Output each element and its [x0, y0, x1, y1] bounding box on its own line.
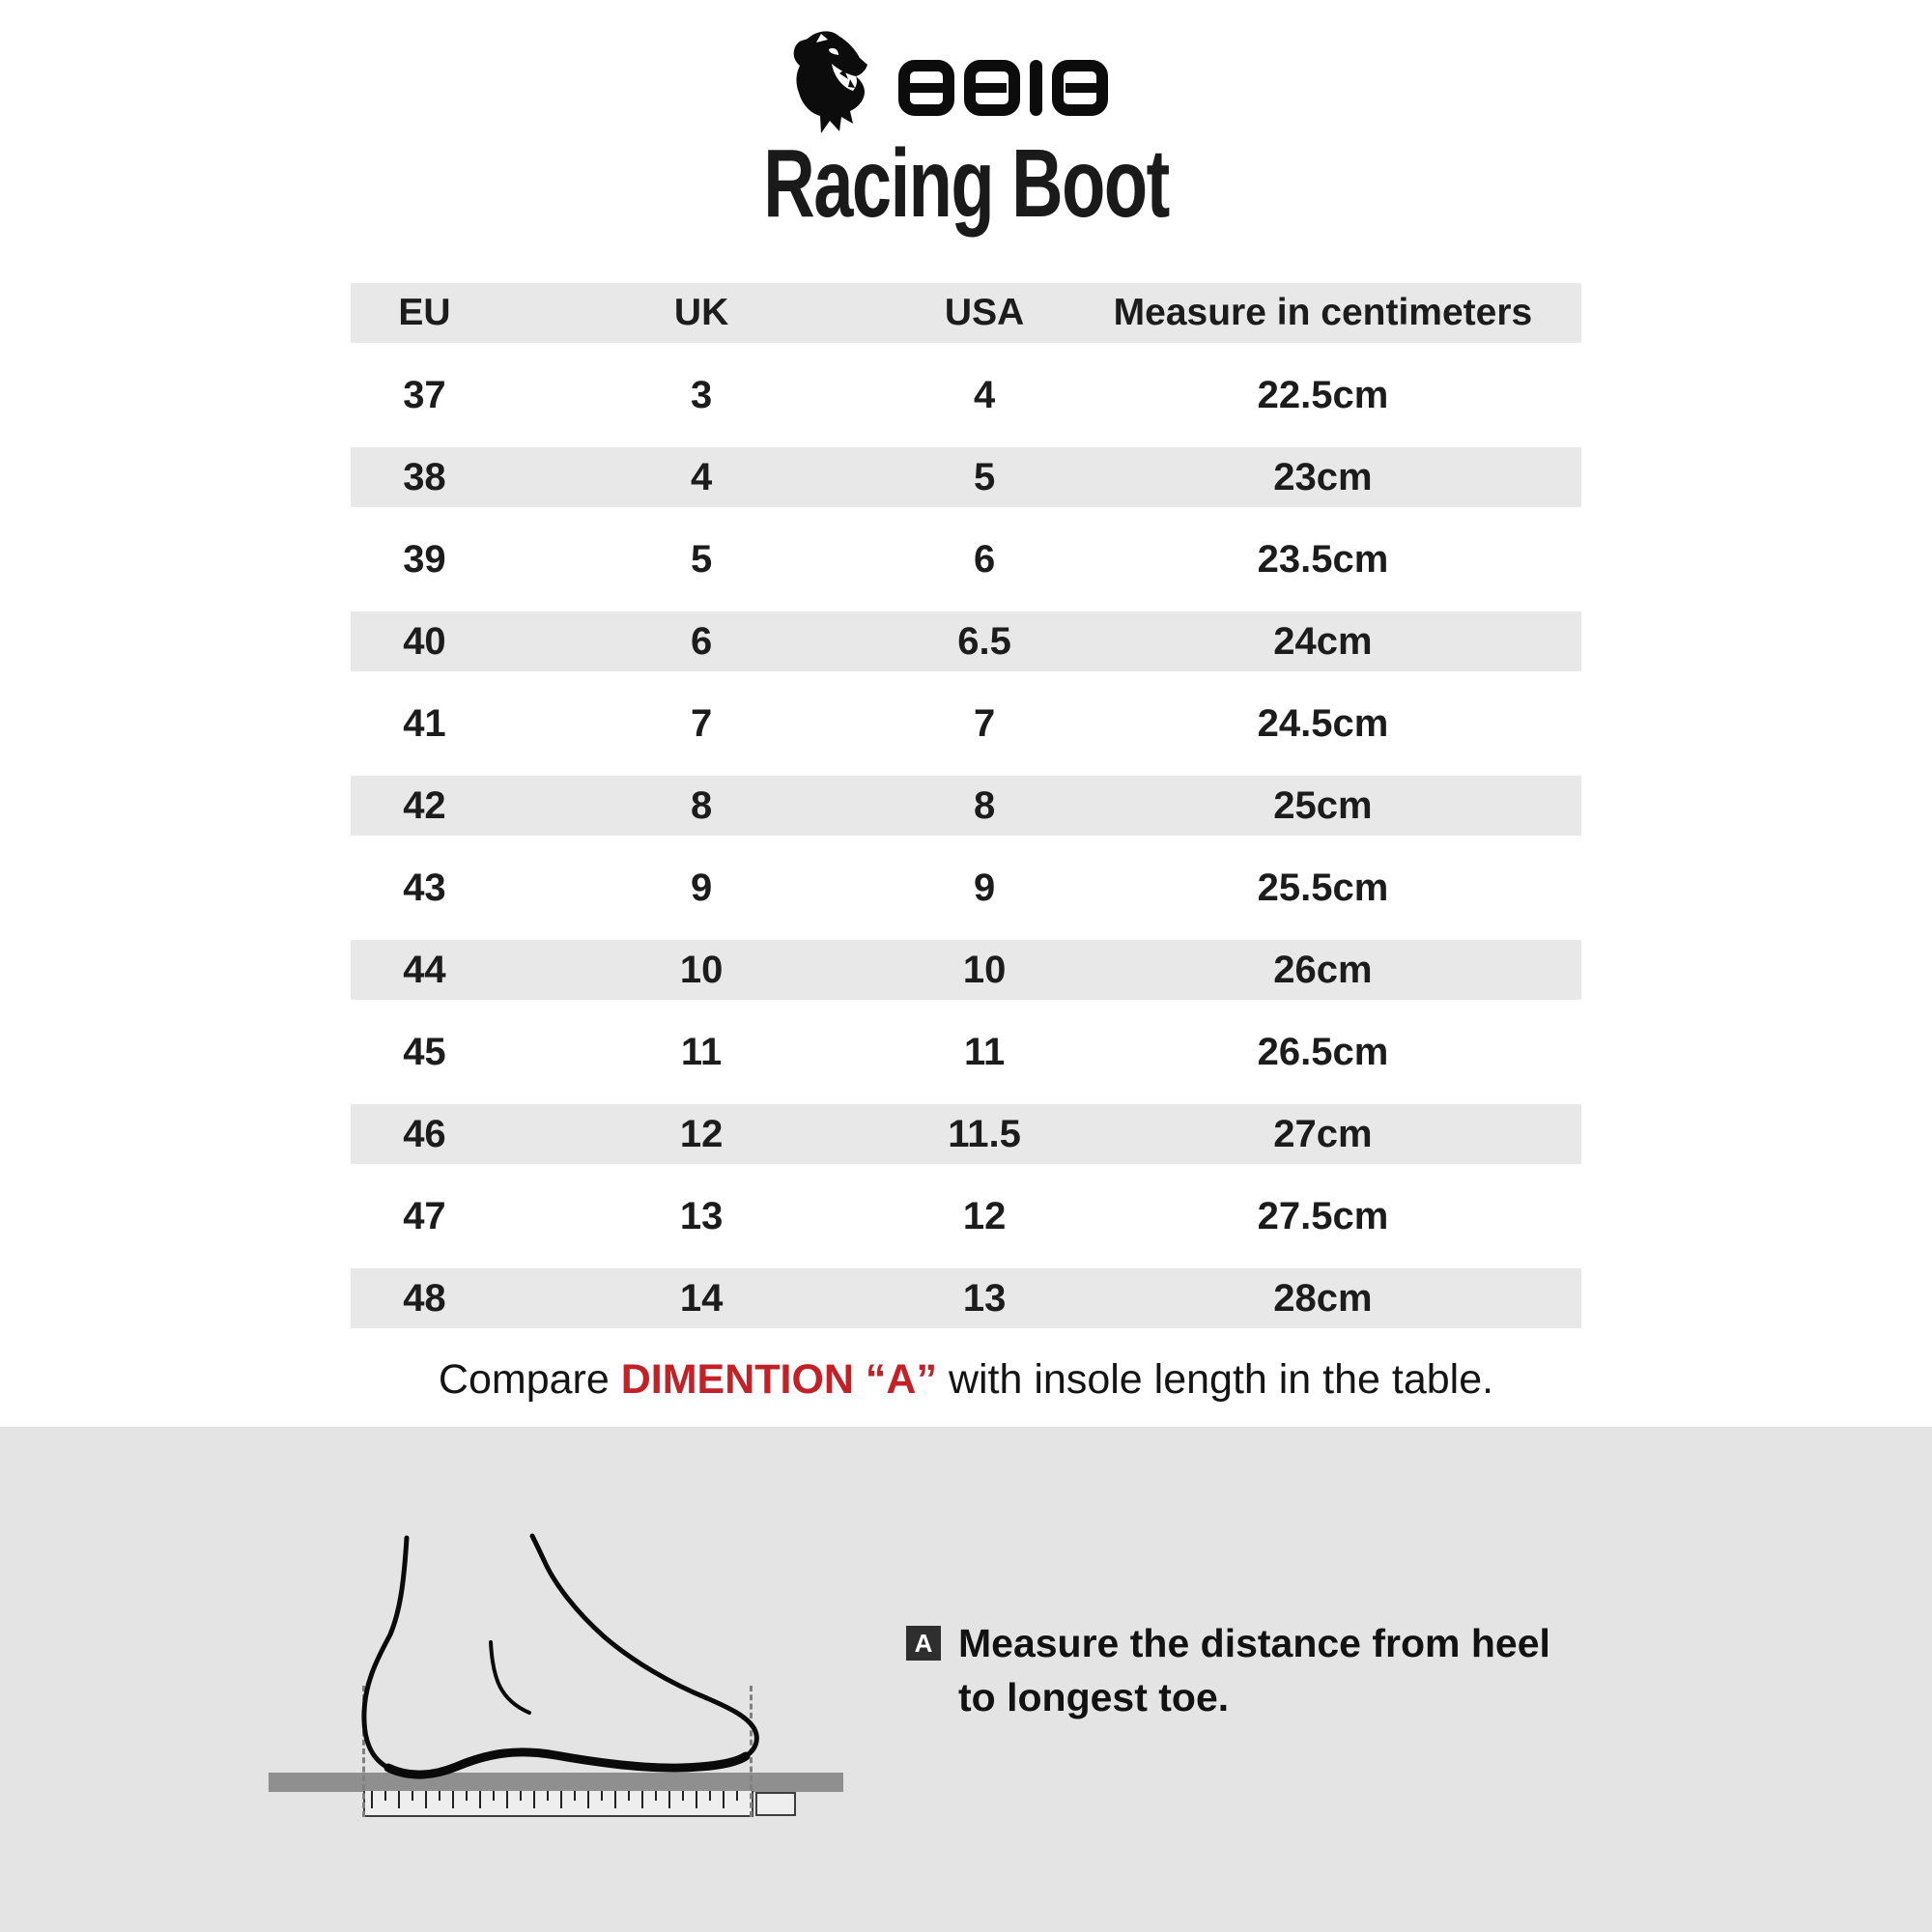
page-title: Racing Boot: [763, 129, 1169, 238]
wordmark-letter-B: [898, 60, 954, 116]
table-row: [351, 529, 1581, 589]
column-header-measure: Measure in centimeters: [1113, 292, 1533, 333]
table-cell: 6: [690, 619, 713, 663]
table-cell: 10: [962, 948, 1007, 991]
column-header-uk: UK: [673, 292, 729, 333]
table-cell: 5: [690, 537, 713, 581]
table-cell: 41: [403, 701, 446, 745]
table-cell: 23.5cm: [1257, 537, 1389, 581]
table-cell: 27.5cm: [1257, 1194, 1389, 1237]
table-cell: 26cm: [1273, 948, 1373, 991]
ruler-end-box: [755, 1792, 796, 1816]
table-cell: 42: [403, 783, 446, 827]
table-cell: 11: [680, 1030, 723, 1073]
table-cell: 45: [403, 1030, 446, 1073]
bear-roar-icon: [779, 29, 871, 145]
table-cell: 46: [403, 1112, 446, 1155]
table-cell: 25cm: [1273, 783, 1373, 827]
table-cell: 11.5: [948, 1112, 1021, 1155]
table-cell: 13: [679, 1194, 724, 1237]
table-cell: 25.5cm: [1257, 866, 1389, 909]
table-cell: 39: [403, 537, 446, 581]
table-row: [351, 858, 1581, 918]
table-cell: 4: [690, 455, 713, 498]
table-cell: 7: [973, 701, 996, 745]
table-row: [351, 1022, 1581, 1082]
table-row: [351, 694, 1581, 753]
table-cell: 37: [403, 373, 446, 416]
table-cell: 14: [679, 1276, 724, 1320]
table-cell: 9: [690, 866, 713, 909]
table-cell: 44: [403, 948, 446, 991]
table-cell: 12: [962, 1194, 1007, 1237]
table-cell: 23cm: [1273, 455, 1373, 498]
table-cell: 6: [973, 537, 996, 581]
table-cell: 12: [679, 1112, 724, 1155]
foot-outline-illustration: [338, 1504, 782, 1794]
table-row: [351, 447, 1581, 507]
column-header-usa: USA: [944, 292, 1025, 333]
measure-panel: [0, 1427, 1932, 1932]
table-cell: 7: [690, 701, 713, 745]
column-header-eu: EU: [398, 292, 451, 333]
note-suffix: with insole length in the table.: [948, 1356, 1494, 1403]
table-cell: 40: [403, 619, 446, 663]
compare-note: [0, 1356, 1932, 1404]
table-cell: 24.5cm: [1257, 701, 1389, 745]
table-cell: 28cm: [1273, 1276, 1373, 1320]
table-cell: 4: [973, 373, 996, 416]
table-cell: 5: [973, 455, 996, 498]
table-cell: 48: [403, 1276, 446, 1320]
note-highlight: DIMENTION “A”: [620, 1356, 937, 1403]
measure-instruction: [958, 1616, 1577, 1724]
wordmark-letter-l: [1030, 60, 1042, 116]
table-cell: 3: [690, 373, 713, 416]
wordmark-letter-a: [1052, 60, 1108, 116]
table-cell: 11: [963, 1030, 1006, 1073]
bela-wordmark: [898, 60, 1108, 116]
dimension-a-badge: A: [906, 1626, 941, 1661]
table-cell: 26.5cm: [1257, 1030, 1389, 1073]
size-table: [351, 283, 1581, 1350]
table-row: [351, 1186, 1581, 1246]
table-row: [351, 940, 1581, 1000]
measure-instruction-line2: to longest toe.: [958, 1675, 1230, 1719]
table-cell: 47: [403, 1194, 446, 1237]
measure-instruction-line1: Measure the distance from heel: [958, 1621, 1550, 1665]
table-row: [351, 365, 1581, 425]
table-header-row: [351, 283, 1581, 343]
table-row: [351, 611, 1581, 671]
table-row: [351, 1268, 1581, 1328]
table-cell: 6.5: [957, 619, 1011, 663]
table-row: [351, 776, 1581, 836]
ruler: [363, 1791, 753, 1817]
table-cell: 43: [403, 866, 446, 909]
table-cell: 22.5cm: [1257, 373, 1389, 416]
table-cell: 10: [679, 948, 724, 991]
table-row: [351, 1104, 1581, 1164]
table-cell: 24cm: [1273, 619, 1373, 663]
table-cell: 9: [973, 866, 996, 909]
wordmark-letter-e: [964, 60, 1020, 116]
table-cell: 27cm: [1273, 1112, 1373, 1155]
table-cell: 8: [690, 783, 713, 827]
table-cell: 8: [973, 783, 996, 827]
table-cell: 38: [403, 455, 446, 498]
table-cell: 13: [962, 1276, 1007, 1320]
note-prefix: Compare: [438, 1356, 621, 1403]
